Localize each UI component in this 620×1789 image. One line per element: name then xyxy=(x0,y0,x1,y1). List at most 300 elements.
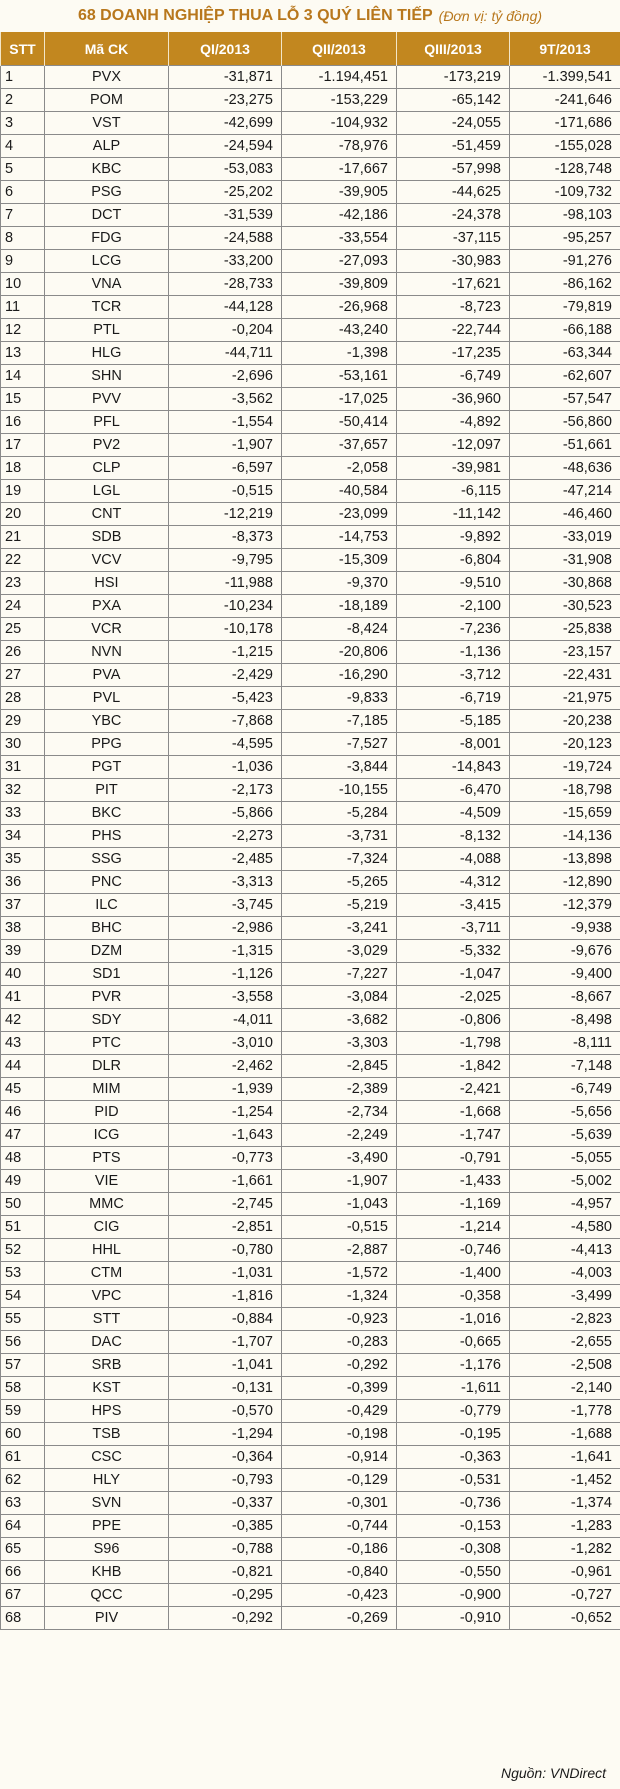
table-row xyxy=(1,1538,620,1561)
cell-q3: -0,308 xyxy=(397,1538,510,1561)
cell-stt: 53 xyxy=(1,1262,45,1285)
cell-q3: -0,665 xyxy=(397,1331,510,1354)
cell-ma-ck: FDG xyxy=(45,227,169,250)
cell-q3: -0,806 xyxy=(397,1009,510,1032)
cell-9t: -86,162 xyxy=(510,273,620,296)
cell-q1: -9,795 xyxy=(169,549,282,572)
cell-stt: 56 xyxy=(1,1331,45,1354)
cell-q3: -0,900 xyxy=(397,1584,510,1607)
cell-ma-ck: PVR xyxy=(45,986,169,1009)
table-row xyxy=(1,779,620,802)
cell-stt: 29 xyxy=(1,710,45,733)
cell-9t: -18,798 xyxy=(510,779,620,802)
cell-q2: -14,753 xyxy=(282,526,397,549)
cell-q1: -23,275 xyxy=(169,89,282,112)
cell-9t: -1,452 xyxy=(510,1469,620,1492)
cell-q3: -4,892 xyxy=(397,411,510,434)
cell-stt: 47 xyxy=(1,1124,45,1147)
cell-q1: -1,554 xyxy=(169,411,282,434)
cell-q3: -0,779 xyxy=(397,1400,510,1423)
cell-q1: -0,295 xyxy=(169,1584,282,1607)
cell-ma-ck: TCR xyxy=(45,296,169,319)
table-body xyxy=(1,66,620,1630)
cell-ma-ck: ILC xyxy=(45,894,169,917)
cell-ma-ck: HLY xyxy=(45,1469,169,1492)
table-row xyxy=(1,963,620,986)
cell-q3: -6,804 xyxy=(397,549,510,572)
cell-ma-ck: DLR xyxy=(45,1055,169,1078)
cell-q1: -0,364 xyxy=(169,1446,282,1469)
cell-ma-ck: KBC xyxy=(45,158,169,181)
table-row xyxy=(1,894,620,917)
table-row xyxy=(1,1308,620,1331)
cell-q3: -44,625 xyxy=(397,181,510,204)
table-row xyxy=(1,296,620,319)
cell-q2: -37,657 xyxy=(282,434,397,457)
cell-q3: -0,736 xyxy=(397,1492,510,1515)
cell-ma-ck: PSG xyxy=(45,181,169,204)
cell-q3: -36,960 xyxy=(397,388,510,411)
cell-ma-ck: SSG xyxy=(45,848,169,871)
cell-q3: -0,746 xyxy=(397,1239,510,1262)
cell-q3: -3,712 xyxy=(397,664,510,687)
table-row xyxy=(1,1607,620,1630)
cell-stt: 46 xyxy=(1,1101,45,1124)
cell-ma-ck: PTC xyxy=(45,1032,169,1055)
cell-9t: -0,727 xyxy=(510,1584,620,1607)
cell-stt: 1 xyxy=(1,66,45,89)
cell-q1: -2,173 xyxy=(169,779,282,802)
table-row xyxy=(1,986,620,1009)
cell-9t: -21,975 xyxy=(510,687,620,710)
cell-q3: -1,169 xyxy=(397,1193,510,1216)
cell-q1: -44,128 xyxy=(169,296,282,319)
cell-q2: -0,399 xyxy=(282,1377,397,1400)
cell-q1: -1,707 xyxy=(169,1331,282,1354)
cell-9t: -4,413 xyxy=(510,1239,620,1262)
cell-stt: 38 xyxy=(1,917,45,940)
table-row xyxy=(1,549,620,572)
cell-9t: -4,580 xyxy=(510,1216,620,1239)
cell-ma-ck: SD1 xyxy=(45,963,169,986)
cell-9t: -6,749 xyxy=(510,1078,620,1101)
table-row xyxy=(1,1469,620,1492)
cell-q3: -2,025 xyxy=(397,986,510,1009)
cell-stt: 23 xyxy=(1,572,45,595)
cell-9t: -4,957 xyxy=(510,1193,620,1216)
cell-stt: 12 xyxy=(1,319,45,342)
cell-q2: -27,093 xyxy=(282,250,397,273)
cell-ma-ck: VNA xyxy=(45,273,169,296)
cell-q2: -33,554 xyxy=(282,227,397,250)
table-row xyxy=(1,871,620,894)
cell-q1: -10,178 xyxy=(169,618,282,641)
cell-q2: -2,058 xyxy=(282,457,397,480)
cell-ma-ck: PGT xyxy=(45,756,169,779)
cell-q3: -0,153 xyxy=(397,1515,510,1538)
table-row xyxy=(1,618,620,641)
cell-q2: -3,084 xyxy=(282,986,397,1009)
cell-9t: -128,748 xyxy=(510,158,620,181)
cell-q3: -5,185 xyxy=(397,710,510,733)
cell-q2: -0,744 xyxy=(282,1515,397,1538)
cell-q2: -5,265 xyxy=(282,871,397,894)
cell-q1: -1,939 xyxy=(169,1078,282,1101)
table-row xyxy=(1,1193,620,1216)
table-row xyxy=(1,802,620,825)
cell-q1: -0,821 xyxy=(169,1561,282,1584)
cell-ma-ck: CIG xyxy=(45,1216,169,1239)
cell-q2: -15,309 xyxy=(282,549,397,572)
cell-stt: 20 xyxy=(1,503,45,526)
cell-q3: -8,723 xyxy=(397,296,510,319)
cell-q2: -23,099 xyxy=(282,503,397,526)
cell-9t: -66,188 xyxy=(510,319,620,342)
cell-q2: -7,227 xyxy=(282,963,397,986)
cell-q3: -1,611 xyxy=(397,1377,510,1400)
cell-q2: -2,249 xyxy=(282,1124,397,1147)
cell-ma-ck: PXA xyxy=(45,595,169,618)
cell-q3: -1,176 xyxy=(397,1354,510,1377)
cell-q1: -0,131 xyxy=(169,1377,282,1400)
cell-q1: -3,313 xyxy=(169,871,282,894)
cell-9t: -1.399,541 xyxy=(510,66,620,89)
cell-q3: -3,415 xyxy=(397,894,510,917)
cell-q1: -6,597 xyxy=(169,457,282,480)
cell-stt: 67 xyxy=(1,1584,45,1607)
cell-q3: -9,510 xyxy=(397,572,510,595)
cell-stt: 59 xyxy=(1,1400,45,1423)
cell-q2: -50,414 xyxy=(282,411,397,434)
cell-ma-ck: NVN xyxy=(45,641,169,664)
cell-ma-ck: PV2 xyxy=(45,434,169,457)
cell-q1: -0,788 xyxy=(169,1538,282,1561)
cell-q3: -1,136 xyxy=(397,641,510,664)
cell-9t: -2,655 xyxy=(510,1331,620,1354)
cell-stt: 36 xyxy=(1,871,45,894)
cell-q2: -0,186 xyxy=(282,1538,397,1561)
cell-q2: -0,914 xyxy=(282,1446,397,1469)
table-row xyxy=(1,1285,620,1308)
cell-q2: -0,301 xyxy=(282,1492,397,1515)
cell-stt: 44 xyxy=(1,1055,45,1078)
table-row xyxy=(1,250,620,273)
cell-9t: -0,652 xyxy=(510,1607,620,1630)
cell-ma-ck: VIE xyxy=(45,1170,169,1193)
cell-q1: -4,595 xyxy=(169,733,282,756)
cell-q3: -7,236 xyxy=(397,618,510,641)
cell-stt: 27 xyxy=(1,664,45,687)
cell-stt: 32 xyxy=(1,779,45,802)
cell-q1: -3,562 xyxy=(169,388,282,411)
cell-q1: -0,570 xyxy=(169,1400,282,1423)
header-q1: QI/2013 xyxy=(169,32,282,66)
cell-q2: -0,423 xyxy=(282,1584,397,1607)
cell-ma-ck: LGL xyxy=(45,480,169,503)
cell-9t: -5,055 xyxy=(510,1147,620,1170)
table-row xyxy=(1,1515,620,1538)
cell-q1: -0,204 xyxy=(169,319,282,342)
cell-q1: -4,011 xyxy=(169,1009,282,1032)
cell-ma-ck: HHL xyxy=(45,1239,169,1262)
cell-q2: -1,398 xyxy=(282,342,397,365)
cell-q3: -0,791 xyxy=(397,1147,510,1170)
cell-stt: 22 xyxy=(1,549,45,572)
cell-q1: -2,851 xyxy=(169,1216,282,1239)
cell-9t: -57,547 xyxy=(510,388,620,411)
cell-ma-ck: BHC xyxy=(45,917,169,940)
cell-q2: -7,527 xyxy=(282,733,397,756)
cell-q2: -0,429 xyxy=(282,1400,397,1423)
cell-9t: -2,508 xyxy=(510,1354,620,1377)
cell-q1: -28,733 xyxy=(169,273,282,296)
table-row xyxy=(1,1584,620,1607)
cell-q2: -53,161 xyxy=(282,365,397,388)
cell-q1: -2,273 xyxy=(169,825,282,848)
cell-q2: -16,290 xyxy=(282,664,397,687)
cell-q3: -2,421 xyxy=(397,1078,510,1101)
cell-q1: -1,126 xyxy=(169,963,282,986)
cell-9t: -19,724 xyxy=(510,756,620,779)
cell-q3: -14,843 xyxy=(397,756,510,779)
cell-stt: 18 xyxy=(1,457,45,480)
cell-ma-ck: ICG xyxy=(45,1124,169,1147)
table-row xyxy=(1,66,620,89)
cell-q2: -17,025 xyxy=(282,388,397,411)
cell-9t: -1,374 xyxy=(510,1492,620,1515)
cell-stt: 8 xyxy=(1,227,45,250)
cell-9t: -1,688 xyxy=(510,1423,620,1446)
cell-q3: -57,998 xyxy=(397,158,510,181)
cell-q1: -1,816 xyxy=(169,1285,282,1308)
cell-q2: -3,682 xyxy=(282,1009,397,1032)
cell-ma-ck: CSC xyxy=(45,1446,169,1469)
cell-q1: -11,988 xyxy=(169,572,282,595)
cell-q1: -0,780 xyxy=(169,1239,282,1262)
cell-q2: -17,667 xyxy=(282,158,397,181)
cell-q1: -2,462 xyxy=(169,1055,282,1078)
cell-stt: 57 xyxy=(1,1354,45,1377)
cell-ma-ck: DAC xyxy=(45,1331,169,1354)
cell-ma-ck: PIT xyxy=(45,779,169,802)
cell-q2: -7,185 xyxy=(282,710,397,733)
cell-q2: -1,043 xyxy=(282,1193,397,1216)
table-row xyxy=(1,227,620,250)
cell-ma-ck: YBC xyxy=(45,710,169,733)
cell-q1: -1,661 xyxy=(169,1170,282,1193)
cell-ma-ck: PTS xyxy=(45,1147,169,1170)
cell-q2: -18,189 xyxy=(282,595,397,618)
cell-ma-ck: HPS xyxy=(45,1400,169,1423)
cell-9t: -2,823 xyxy=(510,1308,620,1331)
cell-9t: -8,498 xyxy=(510,1009,620,1032)
header-q2: QII/2013 xyxy=(282,32,397,66)
cell-q2: -8,424 xyxy=(282,618,397,641)
cell-stt: 11 xyxy=(1,296,45,319)
cell-stt: 10 xyxy=(1,273,45,296)
cell-q1: -2,696 xyxy=(169,365,282,388)
cell-stt: 48 xyxy=(1,1147,45,1170)
cell-9t: -20,123 xyxy=(510,733,620,756)
cell-9t: -23,157 xyxy=(510,641,620,664)
title-unit: (Đơn vị: tỷ đồng) xyxy=(438,8,543,24)
cell-q1: -12,219 xyxy=(169,503,282,526)
cell-q1: -1,643 xyxy=(169,1124,282,1147)
cell-9t: -91,276 xyxy=(510,250,620,273)
cell-q3: -12,097 xyxy=(397,434,510,457)
table-row xyxy=(1,1101,620,1124)
table-row xyxy=(1,848,620,871)
table-row xyxy=(1,1239,620,1262)
cell-q3: -6,749 xyxy=(397,365,510,388)
cell-q1: -1,907 xyxy=(169,434,282,457)
cell-stt: 25 xyxy=(1,618,45,641)
cell-q1: -53,083 xyxy=(169,158,282,181)
cell-stt: 17 xyxy=(1,434,45,457)
table-row xyxy=(1,1354,620,1377)
cell-9t: -51,661 xyxy=(510,434,620,457)
cell-stt: 28 xyxy=(1,687,45,710)
cell-q3: -8,001 xyxy=(397,733,510,756)
cell-q2: -0,292 xyxy=(282,1354,397,1377)
cell-q2: -3,490 xyxy=(282,1147,397,1170)
table-row xyxy=(1,365,620,388)
cell-ma-ck: SDB xyxy=(45,526,169,549)
table-row xyxy=(1,388,620,411)
cell-9t: -171,686 xyxy=(510,112,620,135)
loss-table xyxy=(0,32,620,1630)
table-row xyxy=(1,1492,620,1515)
table-row xyxy=(1,480,620,503)
cell-9t: -4,003 xyxy=(510,1262,620,1285)
cell-q2: -2,389 xyxy=(282,1078,397,1101)
cell-stt: 64 xyxy=(1,1515,45,1538)
table-row xyxy=(1,526,620,549)
cell-stt: 24 xyxy=(1,595,45,618)
table-row xyxy=(1,342,620,365)
cell-9t: -155,028 xyxy=(510,135,620,158)
cell-q1: -0,337 xyxy=(169,1492,282,1515)
cell-q1: -24,588 xyxy=(169,227,282,250)
cell-q3: -6,719 xyxy=(397,687,510,710)
cell-9t: -2,140 xyxy=(510,1377,620,1400)
table-row xyxy=(1,1400,620,1423)
table-row xyxy=(1,825,620,848)
cell-q3: -1,047 xyxy=(397,963,510,986)
cell-stt: 5 xyxy=(1,158,45,181)
cell-stt: 15 xyxy=(1,388,45,411)
cell-ma-ck: PVV xyxy=(45,388,169,411)
cell-9t: -56,860 xyxy=(510,411,620,434)
cell-q1: -1,254 xyxy=(169,1101,282,1124)
table-row xyxy=(1,572,620,595)
cell-ma-ck: CTM xyxy=(45,1262,169,1285)
cell-ma-ck: MMC xyxy=(45,1193,169,1216)
cell-ma-ck: VCV xyxy=(45,549,169,572)
table-row xyxy=(1,1561,620,1584)
cell-ma-ck: SDY xyxy=(45,1009,169,1032)
table-row xyxy=(1,503,620,526)
cell-q1: -3,745 xyxy=(169,894,282,917)
cell-q1: -2,745 xyxy=(169,1193,282,1216)
cell-q1: -0,292 xyxy=(169,1607,282,1630)
cell-9t: -14,136 xyxy=(510,825,620,848)
cell-q2: -3,303 xyxy=(282,1032,397,1055)
cell-9t: -30,868 xyxy=(510,572,620,595)
cell-q3: -6,115 xyxy=(397,480,510,503)
cell-q3: -0,910 xyxy=(397,1607,510,1630)
cell-q1: -2,986 xyxy=(169,917,282,940)
cell-q2: -39,905 xyxy=(282,181,397,204)
cell-q1: -1,036 xyxy=(169,756,282,779)
cell-ma-ck: VCR xyxy=(45,618,169,641)
header-q3: QIII/2013 xyxy=(397,32,510,66)
cell-q2: -0,198 xyxy=(282,1423,397,1446)
cell-q1: -24,594 xyxy=(169,135,282,158)
table-row xyxy=(1,1423,620,1446)
cell-q2: -7,324 xyxy=(282,848,397,871)
cell-9t: -31,908 xyxy=(510,549,620,572)
table-row xyxy=(1,457,620,480)
cell-ma-ck: SVN xyxy=(45,1492,169,1515)
cell-q2: -2,845 xyxy=(282,1055,397,1078)
cell-stt: 14 xyxy=(1,365,45,388)
cell-q3: -1,747 xyxy=(397,1124,510,1147)
cell-stt: 62 xyxy=(1,1469,45,1492)
cell-ma-ck: VPC xyxy=(45,1285,169,1308)
cell-9t: -3,499 xyxy=(510,1285,620,1308)
table-row xyxy=(1,204,620,227)
cell-9t: -13,898 xyxy=(510,848,620,871)
cell-q3: -1,798 xyxy=(397,1032,510,1055)
table-row xyxy=(1,1078,620,1101)
cell-q3: -1,433 xyxy=(397,1170,510,1193)
cell-q2: -5,219 xyxy=(282,894,397,917)
header-row xyxy=(1,32,620,66)
cell-9t: -0,961 xyxy=(510,1561,620,1584)
cell-ma-ck: S96 xyxy=(45,1538,169,1561)
header-stt: STT xyxy=(1,32,45,66)
cell-9t: -62,607 xyxy=(510,365,620,388)
cell-ma-ck: PVX xyxy=(45,66,169,89)
table-row xyxy=(1,1124,620,1147)
title-main: 68 DOANH NGHIỆP THUA LỖ 3 QUÝ LIÊN TIẾP xyxy=(77,7,433,24)
cell-q2: -3,844 xyxy=(282,756,397,779)
cell-q2: -0,515 xyxy=(282,1216,397,1239)
table-header xyxy=(1,32,620,66)
cell-q3: -4,509 xyxy=(397,802,510,825)
cell-stt: 9 xyxy=(1,250,45,273)
table-row xyxy=(1,1147,620,1170)
cell-q3: -65,142 xyxy=(397,89,510,112)
cell-stt: 26 xyxy=(1,641,45,664)
cell-9t: -1,282 xyxy=(510,1538,620,1561)
cell-q1: -2,485 xyxy=(169,848,282,871)
cell-q3: -1,016 xyxy=(397,1308,510,1331)
cell-9t: -33,019 xyxy=(510,526,620,549)
cell-ma-ck: SHN xyxy=(45,365,169,388)
cell-stt: 51 xyxy=(1,1216,45,1239)
cell-q1: -5,423 xyxy=(169,687,282,710)
cell-q3: -5,332 xyxy=(397,940,510,963)
cell-q3: -0,195 xyxy=(397,1423,510,1446)
cell-stt: 68 xyxy=(1,1607,45,1630)
cell-q2: -1.194,451 xyxy=(282,66,397,89)
cell-q1: -2,429 xyxy=(169,664,282,687)
cell-q3: -1,842 xyxy=(397,1055,510,1078)
cell-q1: -1,294 xyxy=(169,1423,282,1446)
cell-q3: -37,115 xyxy=(397,227,510,250)
